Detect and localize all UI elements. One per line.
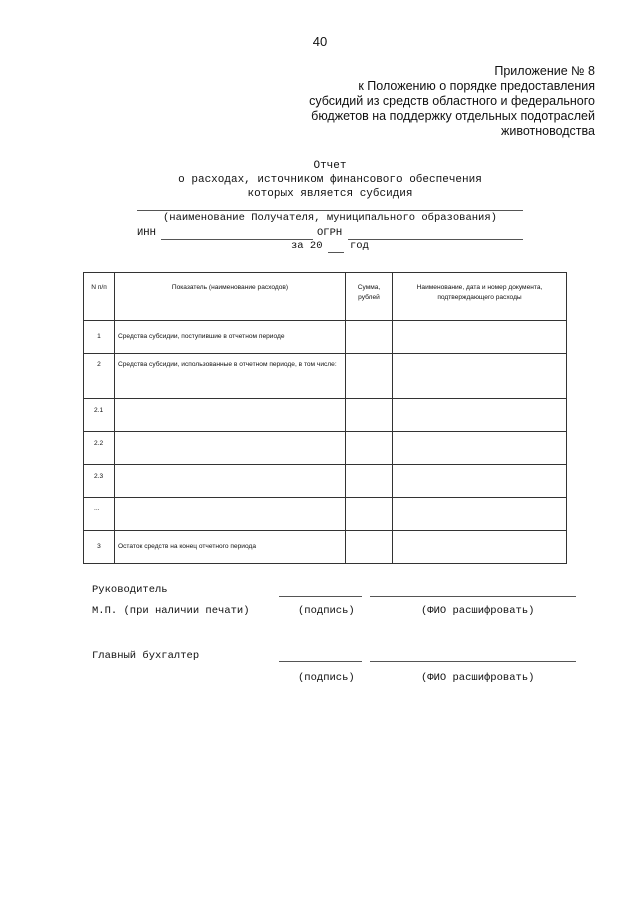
table-header-row	[84, 273, 567, 321]
report-subtitle: которых является субсидия	[247, 188, 413, 200]
ogrn-label: ОГРН	[317, 227, 343, 239]
table-row	[84, 432, 567, 465]
row-document	[393, 498, 567, 531]
row-amount	[346, 432, 393, 465]
row-indicator	[115, 498, 346, 531]
row-number: 2	[84, 354, 115, 399]
table-row	[84, 399, 567, 432]
stamp-label: М.П. (при наличии печати)	[92, 605, 250, 617]
row-amount	[346, 531, 393, 564]
row-indicator: Остаток средств на конец отчетного периода	[115, 531, 346, 564]
row-document	[393, 432, 567, 465]
row-document	[393, 465, 567, 498]
accountant-label: Главный бухгалтер	[92, 650, 200, 662]
head-label: Руководитель	[92, 584, 168, 596]
appendix-line: к Положению о порядке предоставления	[358, 79, 595, 93]
appendix-line: Приложение № 8	[494, 64, 595, 78]
row-number: ...	[84, 498, 115, 531]
row-number: 2.3	[84, 465, 115, 498]
page-number: 40	[312, 34, 328, 49]
table-row	[84, 354, 567, 399]
ogrn-line	[348, 239, 523, 240]
table-row	[84, 498, 567, 531]
period-prefix: за 20	[291, 240, 323, 252]
head-signature-caption: (подпись)	[298, 605, 355, 617]
row-indicator	[115, 432, 346, 465]
row-indicator: Средства субсидии, использованные в отчетном периоде, в том числе:	[115, 354, 346, 399]
expenses-table	[83, 272, 567, 564]
row-amount	[346, 465, 393, 498]
appendix-line: субсидий из средств областного и федерального	[309, 94, 595, 108]
row-document	[393, 531, 567, 564]
row-amount	[346, 354, 393, 399]
row-amount	[346, 399, 393, 432]
header-number: N п/п	[84, 273, 115, 321]
header-document: Наименование, дата и номер документа, подтверждающего расходы	[393, 273, 567, 321]
row-indicator	[115, 465, 346, 498]
table-row	[84, 321, 567, 354]
report-heading	[0, 159, 640, 201]
accountant-name-caption: (ФИО расшифровать)	[421, 672, 535, 684]
header-indicator: Показатель (наименование расходов)	[115, 273, 346, 321]
recipient-line	[137, 210, 523, 211]
row-document	[393, 321, 567, 354]
row-number: 1	[84, 321, 115, 354]
row-number: 2.2	[84, 432, 115, 465]
row-indicator	[115, 399, 346, 432]
header-amount: Сумма, рублей	[346, 273, 393, 321]
inn-label: ИНН	[137, 227, 156, 239]
recipient-caption: (наименование Получателя, муниципального образования)	[163, 212, 497, 224]
row-document	[393, 354, 567, 399]
table-row	[84, 531, 567, 564]
table-row	[84, 465, 567, 498]
accountant-signature-caption: (подпись)	[298, 672, 355, 684]
appendix-reference	[265, 64, 595, 139]
row-number: 2.1	[84, 399, 115, 432]
row-amount	[346, 498, 393, 531]
row-document	[393, 399, 567, 432]
head-signature-line	[279, 596, 362, 597]
period-suffix: год	[350, 240, 369, 252]
accountant-name-line	[370, 661, 576, 662]
row-amount	[346, 321, 393, 354]
period-year-line	[328, 252, 344, 253]
report-title: Отчет	[313, 160, 347, 172]
appendix-line: бюджетов на поддержку отдельных подотраслей	[311, 109, 595, 123]
row-indicator: Средства субсидии, поступившие в отчетном периоде	[115, 321, 346, 354]
head-name-caption: (ФИО расшифровать)	[421, 605, 535, 617]
report-subtitle: о расходах, источником финансового обеспечения	[178, 174, 482, 186]
appendix-line: животноводства	[500, 124, 595, 138]
head-name-line	[370, 596, 576, 597]
accountant-signature-line	[279, 661, 362, 662]
row-number: 3	[84, 531, 115, 564]
